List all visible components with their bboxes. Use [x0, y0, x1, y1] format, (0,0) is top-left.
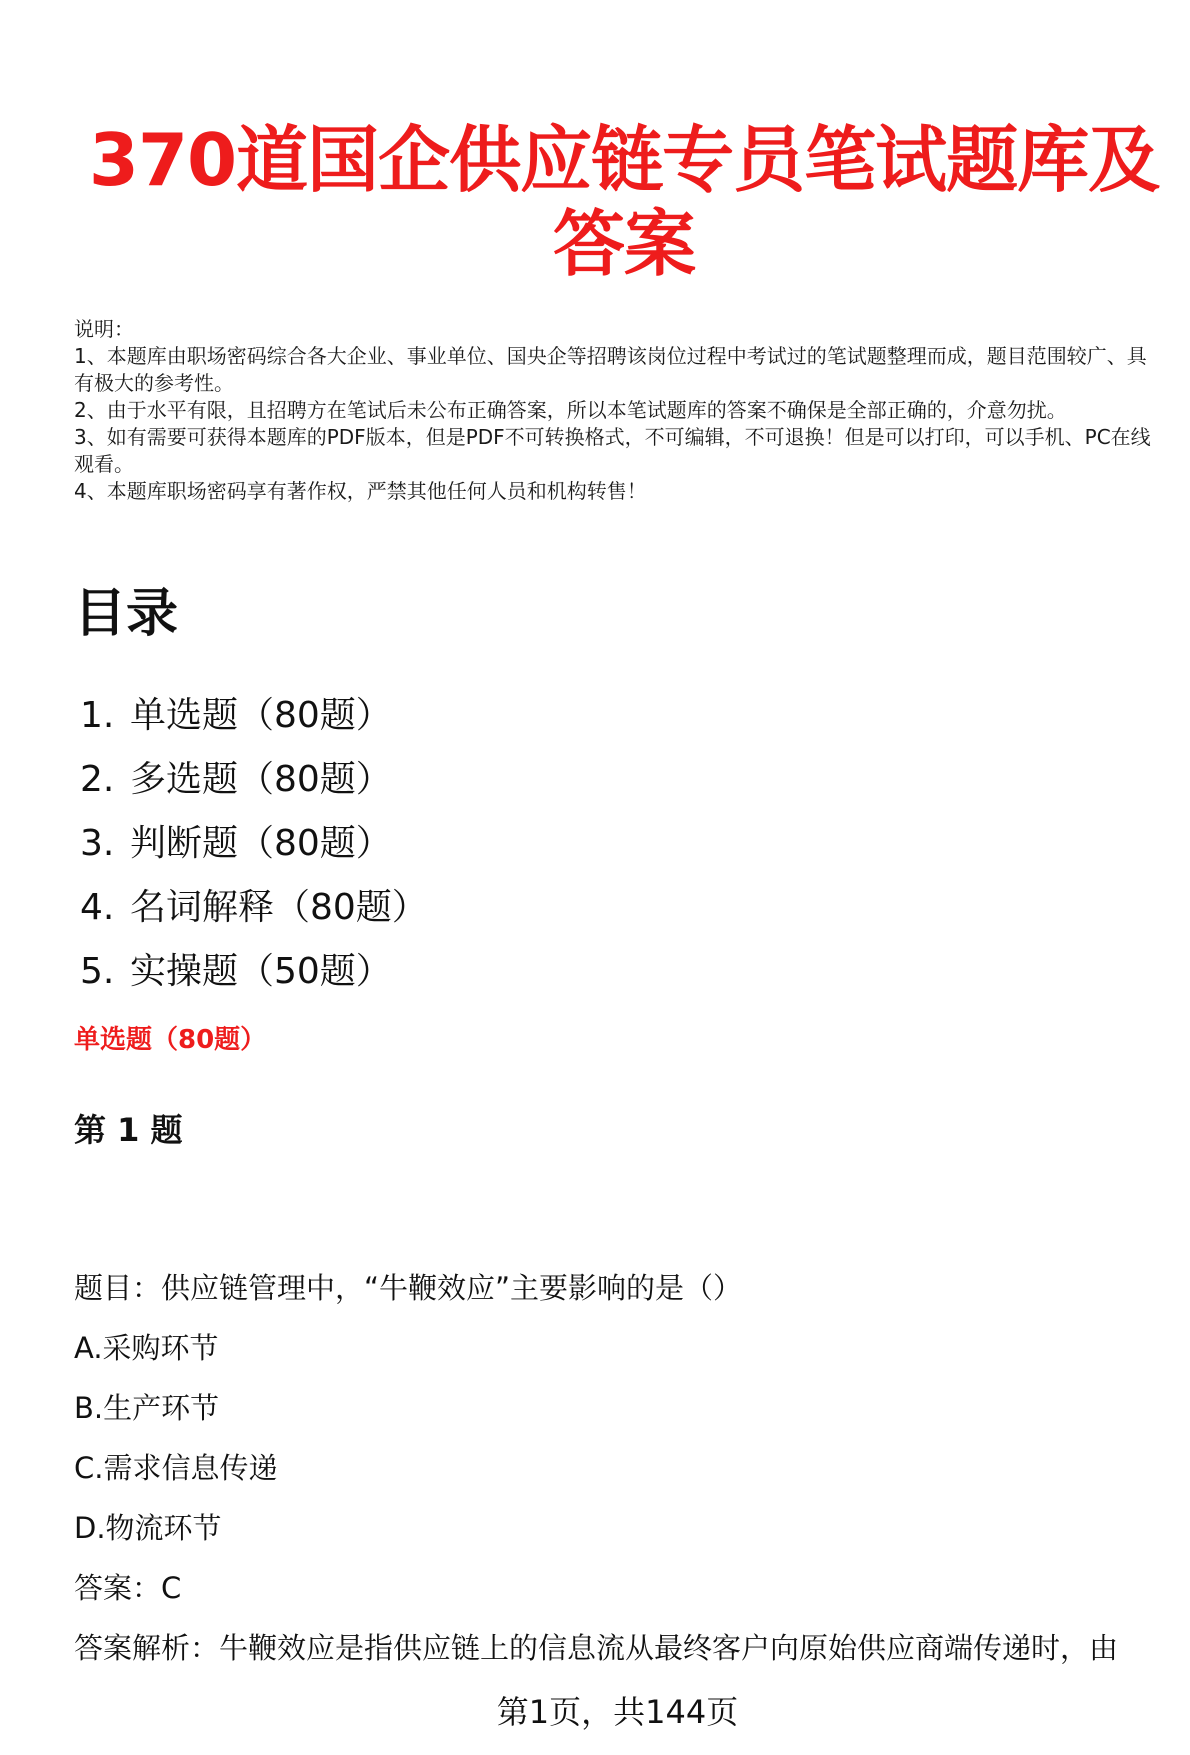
toc-list	[80, 684, 428, 1004]
toc-item-label: 多选题（80题）	[130, 759, 392, 800]
notes-block	[74, 316, 1154, 505]
notes-heading: 说明：	[74, 317, 134, 341]
toc-item[interactable]	[80, 684, 428, 748]
toc-item-number: 2.	[80, 759, 115, 800]
option-b: B.生产环节	[74, 1391, 220, 1425]
note-item: 4、本题库职场密码享有著作权，严禁其他任何人员和机构转售！	[74, 479, 647, 503]
section-label: 单选题（80题）	[74, 1025, 267, 1055]
option-d: D.物流环节	[74, 1511, 222, 1545]
toc-item-number: 1.	[80, 695, 115, 736]
toc-item[interactable]	[80, 748, 428, 812]
question-block	[74, 1268, 1164, 1688]
question-heading: 第 1 题	[74, 1111, 183, 1149]
answer-analysis: 答案解析：牛鞭效应是指供应链上的信息流从最终客户向原始供应商端传递时，由	[74, 1631, 1119, 1665]
toc-item-label: 实操题（50题）	[130, 951, 392, 992]
note-item: 1、本题库由职场密码综合各大企业、事业单位、国央企等招聘该岗位过程中考试过的笔试题整理而成，题目范围较广、具有极大的参考性。	[74, 344, 1147, 395]
document-title: 370道国企供应链专员笔试题库及答案	[88, 118, 1160, 286]
toc-item-label: 单选题（80题）	[130, 695, 392, 736]
toc-item-number: 3.	[80, 823, 115, 864]
question-stem: 题目：供应链管理中，“牛鞭效应”主要影响的是（）	[74, 1271, 743, 1305]
toc-item-number: 4.	[80, 887, 115, 928]
toc-item[interactable]	[80, 940, 428, 1004]
page-footer: 第1页，共144页	[496, 1693, 739, 1731]
toc-item-label: 判断题（80题）	[130, 823, 392, 864]
answer: 答案：C	[74, 1571, 182, 1605]
note-item: 3、如有需要可获得本题库的PDF版本，但是PDF不可转换格式，不可编辑，不可退换！但是可以打印，可以手机、PC在线观看。	[74, 425, 1151, 476]
note-item: 2、由于水平有限，且招聘方在笔试后未公布正确答案，所以本笔试题库的答案不确保是全部正确的，介意勿扰。	[74, 398, 1067, 422]
option-a: A.采购环节	[74, 1331, 219, 1365]
toc-item[interactable]	[80, 812, 428, 876]
toc-item-label: 名词解释（80题）	[130, 887, 428, 928]
option-c: C.需求信息传递	[74, 1451, 278, 1485]
toc-heading: 目录	[74, 584, 179, 644]
toc-item[interactable]	[80, 876, 428, 940]
toc-item-number: 5.	[80, 951, 115, 992]
